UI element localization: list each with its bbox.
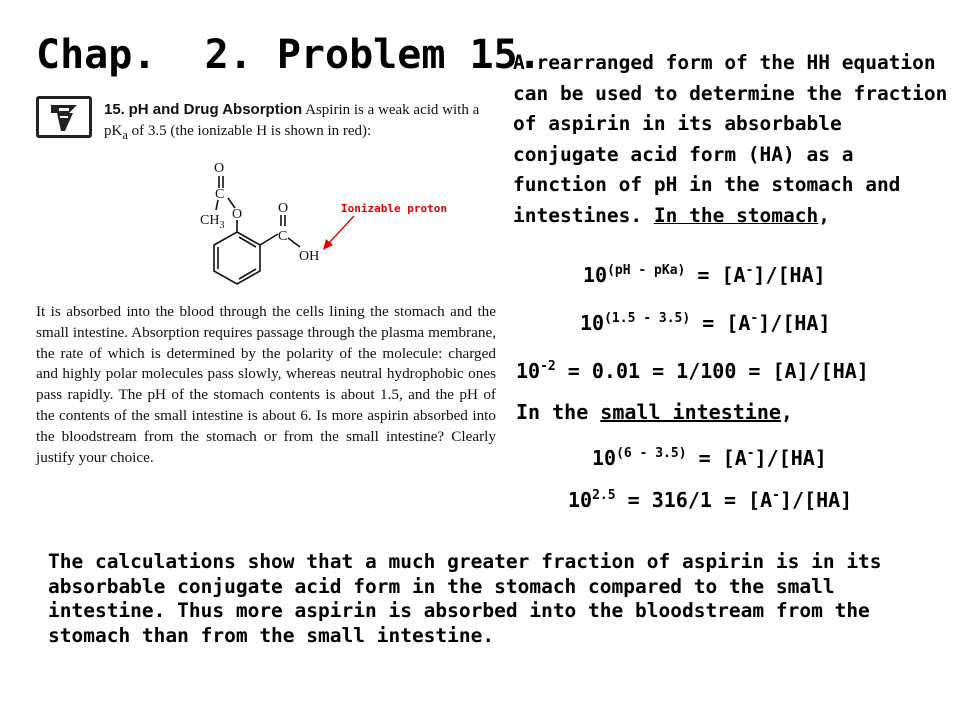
eq2-tail: ]/[HA] bbox=[758, 311, 831, 335]
problem-difficulty-icon bbox=[36, 96, 92, 138]
eq5-exp: 2.5 bbox=[592, 488, 616, 503]
eq3-exp: -2 bbox=[540, 359, 556, 374]
eq1-base: 10 bbox=[583, 263, 608, 287]
eq2-base: 10 bbox=[580, 311, 605, 335]
intestine-heading bbox=[516, 400, 793, 424]
textbook-problem-body: It is absorbed into the blood through the cells lining the stomach and the small intestine. Absorption requires passage through the plasma membrane, the rate of which is determined by the polarity of the molecule: charged and highly polar molecules pass slowly, whereas neutral hydrophobic ones pass rapidly. The pH of the stomach contents is about 1.5, and the pH of the contents of the small intestine is about 6. Is more aspirin absorbed into the bloodstream from the stomach or from the small intestine? Clearly justify your choice. bbox=[36, 303, 496, 466]
problem-title: pH and Drug Absorption bbox=[128, 101, 303, 118]
problem-intro-a: Aspirin is a weak acid with a pK bbox=[104, 102, 480, 139]
eq5-minus: - bbox=[772, 488, 780, 503]
eq5-tail: ]/[HA] bbox=[779, 488, 853, 512]
conclusion-paragraph: The calculations show that a much greater fraction of aspirin is in its absorbable conjugate acid form in the stomach compared to the small intestine. Thus more aspirin is absorbed into the bloodstream from the stomach than from the small intestine. bbox=[48, 550, 882, 647]
eq2-minus: - bbox=[750, 311, 759, 326]
annotation-arrow-icon bbox=[320, 206, 370, 256]
eq3-rhs: = 0.01 = 1/100 = [A]/[HA] bbox=[555, 359, 869, 383]
intestine-suffix: , bbox=[780, 400, 793, 424]
struct-c-acid: C bbox=[278, 229, 288, 244]
struct-o-top: O bbox=[214, 161, 225, 176]
eq4-exp: (6 - 3.5) bbox=[616, 446, 687, 461]
struct-ch3-main: CH bbox=[200, 213, 220, 228]
eq2-exp: (1.5 - 3.5) bbox=[604, 311, 691, 326]
problem-number: 15. bbox=[104, 101, 125, 118]
eq4-tail: ]/[HA] bbox=[754, 446, 827, 470]
struct-o-ester: O bbox=[232, 207, 243, 222]
eq1-minus: - bbox=[745, 263, 754, 278]
explanation-text: A rearranged form of the HH equation can be used to determine the fraction of aspirin in its absorbable conjugate acid form (HA) as a function of pH in the stomach and intestines. bbox=[513, 51, 948, 227]
pka-subscript: a bbox=[122, 128, 128, 142]
eq2-rhs: = [A bbox=[690, 311, 751, 335]
struct-ch3-sub: 3 bbox=[219, 220, 225, 231]
struct-c-top: C bbox=[215, 187, 225, 202]
equation-stomach bbox=[580, 311, 830, 335]
eq4-base: 10 bbox=[592, 446, 617, 470]
struct-o-acid: O bbox=[278, 201, 289, 216]
equation-intestine-result bbox=[568, 488, 852, 512]
eq4-minus: - bbox=[746, 446, 755, 461]
equation-general bbox=[583, 263, 826, 287]
eq5-rhs: = 316/1 = [A bbox=[615, 488, 773, 512]
stomach-underlined: In the stomach bbox=[653, 203, 819, 227]
ionizable-proton-label: Ionizable proton bbox=[341, 202, 447, 215]
explanation-comma: , bbox=[818, 203, 831, 227]
aspirin-structure bbox=[180, 150, 340, 300]
eq5-base: 10 bbox=[568, 488, 593, 512]
equation-stomach-result bbox=[516, 359, 869, 383]
eq3-base: 10 bbox=[516, 359, 541, 383]
eq1-tail: ]/[HA] bbox=[753, 263, 826, 287]
explanation-paragraph bbox=[513, 48, 953, 231]
intestine-underlined: small intestine bbox=[600, 400, 781, 424]
problem-intro-b: of 3.5 (the ionizable H is shown in red): bbox=[127, 123, 372, 139]
equation-intestine bbox=[592, 446, 827, 470]
struct-oh: OH bbox=[299, 249, 320, 264]
eq4-rhs: = [A bbox=[686, 446, 747, 470]
intestine-prefix: In the bbox=[516, 400, 601, 424]
textbook-problem-intro bbox=[104, 99, 484, 146]
struct-ch3 bbox=[200, 213, 224, 231]
slide-title: Chap. 2. Problem 15. bbox=[36, 32, 542, 78]
eq1-rhs: = [A bbox=[685, 263, 746, 287]
eq1-exp: (pH - pKa) bbox=[607, 263, 686, 278]
